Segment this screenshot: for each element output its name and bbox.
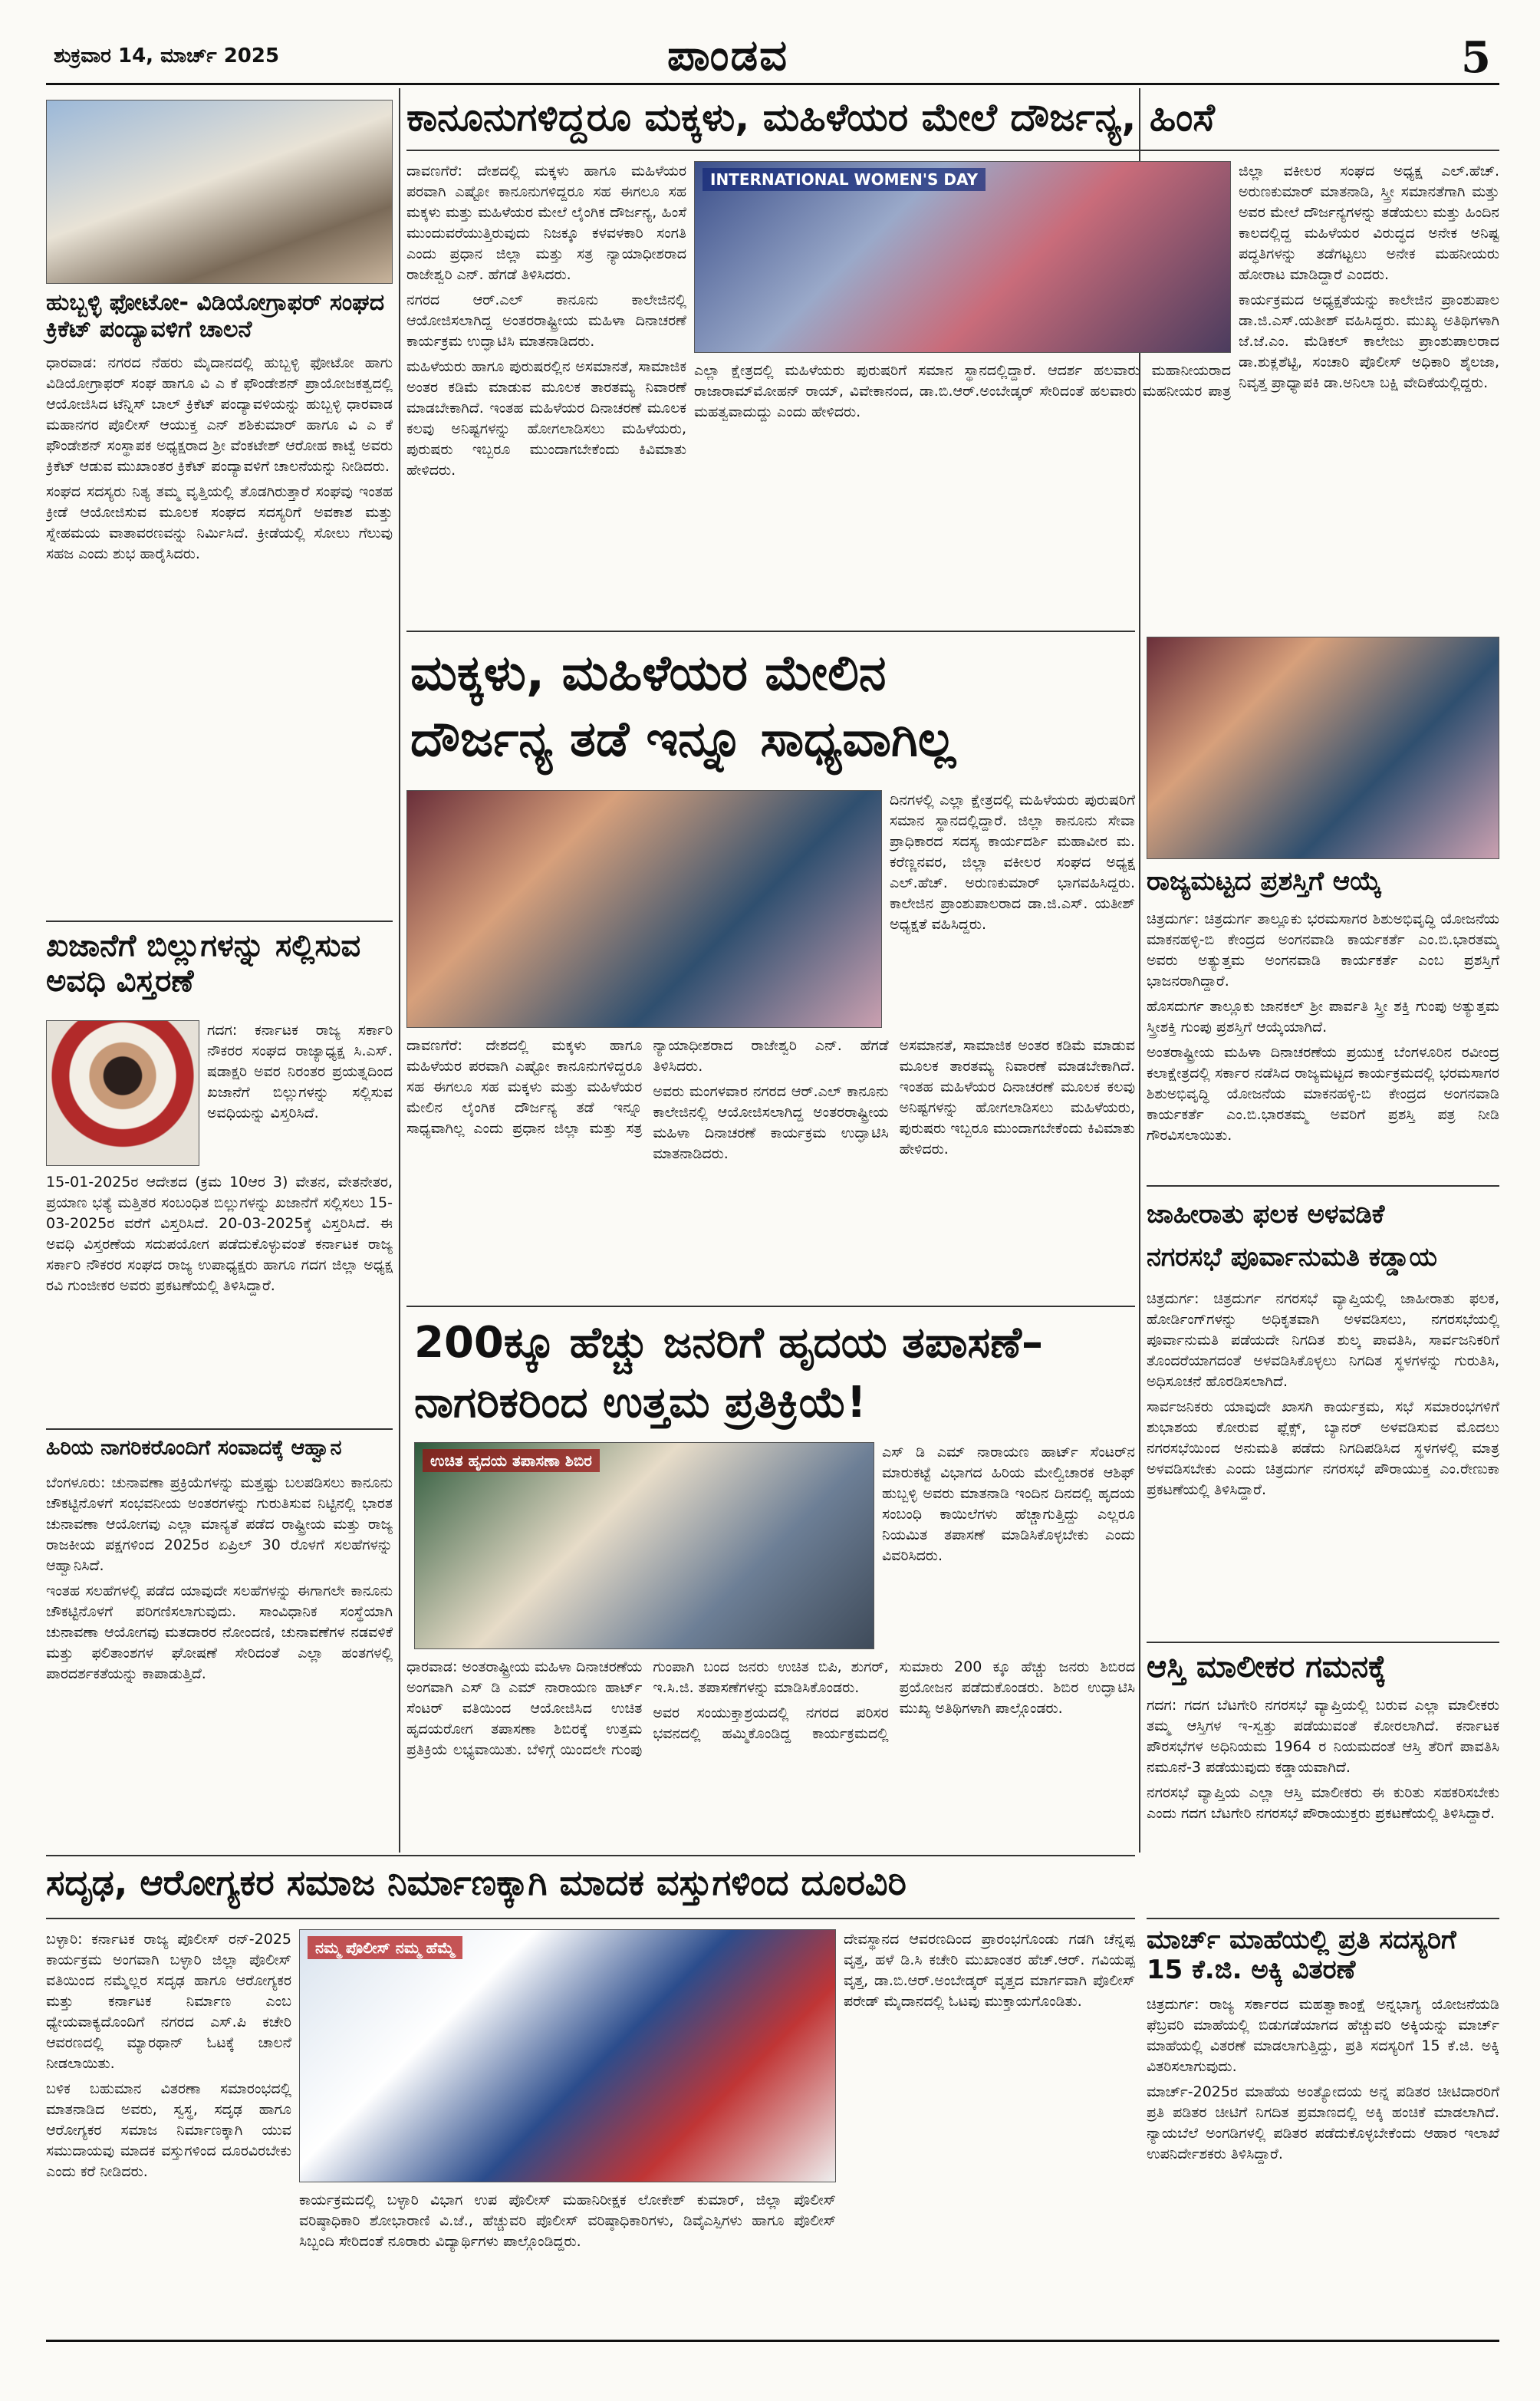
issue-date: ಶುಕ್ರವಾರ 14, ಮಾರ್ಚ್ 2025 xyxy=(54,44,280,68)
heart-camp-photo xyxy=(414,1442,874,1649)
masthead-rule xyxy=(46,83,1499,85)
violence-body-col2: ಎಲ್ಲಾ ಕ್ಷೇತ್ರದಲ್ಲಿ ಮಹಿಳೆಯರು ಪುರುಷರಿಗೆ ಸಮಾನ ಸ್ಥಾನದಲ್ಲಿದ್ದಾರೆ. ಆದರ್ಶ ಹಲವಾರು ಮಹಾನೀಯರಾದ ರಾಜಾರಾಮ್‌ಮೋಹನ್ ರಾಯ್, ವಿವೇಕಾನಂದ, ಡಾ.ಬಿ.ಆರ್.ಅಂಬೇಡ್ಕರ್ ಸೇರಿದಂತೆ ಹಲವಾರು ಮಹನೀಯರ ಪಾತ್ರ ಮಹತ್ವವಾದುದ್ದು ಎಂದು ಹೇಳಿದರು. xyxy=(694,362,1231,420)
section-rule xyxy=(46,1918,1135,1919)
section-rule xyxy=(46,921,393,922)
section-rule xyxy=(1147,1642,1499,1643)
rice-body: ಚಿತ್ರದುರ್ಗ: ರಾಜ್ಯ ಸರ್ಕಾರದ ಮಹತ್ವಾಕಾಂಕ್ಷೆ ಅನ್ನಭಾಗ್ಯ ಯೋಜನೆಯಡಿ ಫೆಬ್ರವರಿ ಮಾಹೆಯಲ್ಲಿ ಬಿಡುಗಡೆಯಾಗದ ಹೆಚ್ಚುವರಿ ಅಕ್ಕಿಯನ್ನು ಮಾರ್ಚ್ ಮಾಹೆಯಲ್ಲಿ ವಿತರಣೆ ಮಾಡಲಾಗುತ್ತಿದ್ದು, ಪ್ರತಿ ಸದಸ್ಯರಿಗೆ 15 ಕೆ.ಜಿ. ಅಕ್ಕಿ ವಿತರಿಸಲಾಗುವುದು. ಮಾರ್ಚ್-2025ರ ಮಾಹೆಯ ಅಂತ್ಯೋದಯ ಅನ್ನ ಪಡಿತರ ಚೀಟಿದಾರರಿಗೆ ಪ್ರತಿ ಪಡಿತರ ಚೀಟಿಗೆ ನಿಗದಿತ ಪ್ರಮಾಣದಲ್ಲಿ ಅಕ್ಕಿ ಹಂಚಿಕೆ ಮಾಡಲಾಗಿದೆ. ನ್ಯಾಯಬೆಲೆ ಅಂಗಡಿಗಳಲ್ಲಿ ಪಡಿತರ ಪಡೆದುಕೊಳ್ಳಬೇಕೆಂದು ಆಹಾರ ಇಲಾಖೆ ಉಪನಿರ್ದೇಶಕರು ತಿಳಿಸಿದ್ದಾರೆ. xyxy=(1147,1996,1499,2162)
atrocity-body: ದಾವಣಗೆರೆ: ದೇಶದಲ್ಲಿ ಮಕ್ಕಳು ಹಾಗೂ ಮಹಿಳೆಯರ ಪರವಾಗಿ ಎಷ್ಟೋ ಕಾನೂನುಗಳಿದ್ದರೂ ಸಹ ಈಗಲೂ ಸಹ ಮಕ್ಕಳು ಮತ್ತು ಮಹಿಳೆಯರ ಮೇಲಿನ ಲೈಂಗಿಕ ದೌರ್ಜನ್ಯ ತಡೆ ಇನ್ನೂ ಸಾಧ್ಯವಾಗಿಲ್ಲ ಎಂದು ಪ್ರಧಾನ ಜಿಲ್ಲಾ ಮತ್ತು ಸತ್ರ ನ್ಯಾಯಾಧೀಶರಾದ ರಾಜೇಶ್ವರಿ ಎನ್. ಹೆಗಡೆ ತಿಳಿಸಿದರು. ಅವರು ಮಂಗಳವಾರ ನಗರದ ಆರ್.ಎಲ್ ಕಾನೂನು ಕಾಲೇಜಿನಲ್ಲಿ ಆಯೋಜಿಸಲಾಗಿದ್ದ ಅಂತರರಾಷ್ಟ್ರೀಯ ಮಹಿಳಾ ದಿನಾಚರಣೆ ಕಾರ್ಯಕ್ರಮ ಉದ್ಘಾಟಿಸಿ ಮಾತನಾಡಿದರು. ಅಸಮಾನತೆ, ಸಾಮಾಜಿಕ ಅಂತರ ಕಡಿಮೆ ಮಾಡುವ ಮೂಲಕ ತಾರತಮ್ಯ ನಿವಾರಣೆ ಮಾಡಬೇಕಾಗಿದೆ. ಇಂತಹ ಮಹಿಳೆಯರ ದಿನಾಚರಣೆ ಮೂಲಕ ಕಲವು ಅನಿಷ್ಟಗಳನ್ನು ಹೋಗಲಾಡಿಸಲು ಮಹಿಳೆಯರು, ಪುರುಷರು ಇಬ್ಬರೂ ಮುಂದಾಗಬೇಕೆಂದು ಕಿವಿಮಾತು ಹೇಳಿದರು. xyxy=(406,1037,1135,1162)
footer-rule xyxy=(46,2340,1499,2342)
cricket-photo xyxy=(46,100,393,284)
drugs-body-col2: ಕಾರ್ಯಕ್ರಮದಲ್ಲಿ ಬಳ್ಳಾರಿ ವಿಭಾಗ ಉಪ ಪೊಲೀಸ್ ಮಹಾನಿರೀಕ್ಷಕ ಲೋಕೇಶ್ ಕುಮಾರ್, ಜಿಲ್ಲಾ ಪೊಲೀಸ್ ವರಿಷ್ಠಾಧಿಕಾರಿ ಶೋಭಾರಾಣಿ ವಿ.ಜೆ., ಹೆಚ್ಚುವರಿ ಪೊಲೀಸ್ ವರಿಷ್ಠಾಧಿಕಾರಿಗಳು, ಡಿವೈಎಸ್ಪಿಗಳು ಹಾಗೂ ಪೊಲೀಸ್ ಸಿಬ್ಬಂದಿ ಸೇರಿದಂತೆ ನೂರಾರು ವಿದ್ಯಾರ್ಥಿಗಳು ಪಾಲ್ಗೊಂಡಿದ್ದರು. xyxy=(299,2192,836,2250)
award-headline: ರಾಜ್ಯಮಟ್ಟದ ಪ್ರಶಸ್ತಿಗೆ ಆಯ್ಕೆ xyxy=(1147,866,1382,897)
section-rule xyxy=(1147,1918,1499,1919)
police-run-photo xyxy=(299,1929,836,2182)
drugs-headline: ಸದೃಢ, ಆರೋಗ್ಯಕರ ಸಮಾಜ ನಿರ್ಮಾಣಕ್ಕಾಗಿ ಮಾದಕ ವಸ್ತುಗಳಿಂದ ದೂರವಿರಿ xyxy=(46,1862,907,1903)
heart-headline-line1: 200ಕ್ಕೂ ಹೆಚ್ಚು ಜನರಿಗೆ ಹೃದಯ ತಪಾಸಣೆ– xyxy=(414,1318,1044,1368)
police-run-banner: ನಮ್ಮ ಪೊಲೀಸ್ ನಮ್ಮ ಹೆಮ್ಮೆ xyxy=(308,1936,462,1959)
section-rule xyxy=(46,1855,1135,1856)
womens-day-banner: INTERNATIONAL WOMEN'S DAY xyxy=(703,168,986,191)
ad-board-headline xyxy=(1147,1193,1499,1279)
ad-board-body: ಚಿತ್ರದುರ್ಗ: ಚಿತ್ರದುರ್ಗ ನಗರಸಭೆ ವ್ಯಾಪ್ತಿಯಲ್ಲಿ ಜಾಹೀರಾತು ಫಲಕ, ಹೋರ್ಡಿಂಗ್‌ಗಳನ್ನು ಅಧಿಕೃತವಾಗಿ ಅಳವಡಿಸಲು, ನಗರಸಭೆಯಲ್ಲಿ ಪೂರ್ವಾನುಮತಿ ಪಡೆಯದೇ ನಿಗದಿತ ಶುಲ್ಕ ಪಾವತಿಸಿ, ಸಾರ್ವಜನಿಕರಿಗೆ ತೊಂದರೆಯಾಗದಂತೆ ಅಳವಡಿಸಿಕೊಳ್ಳಲು ನಿಗದಿತ ಸ್ಥಳಗಳನ್ನು ಗುರುತಿಸಿ, ಅಧಿಸೂಚನೆ ಹೊರಡಿಸಲಾಗಿದೆ. ಸಾರ್ವಜನಿಕರು ಯಾವುದೇ ಖಾಸಗಿ ಕಾರ್ಯಕ್ರಮ, ಸಭೆ ಸಮಾರಂಭಗಳಿಗೆ ಶುಭಾಶಯ ಕೋರುವ ಫ್ಲೆಕ್ಸ್, ಬ್ಯಾನರ್ ಅಳವಡಿಸುವ ಮೊದಲು ನಗರಸಭೆಯಿಂದ ಅನುಮತಿ ಪಡೆದು ನಿಗದಿಪಡಿಸಿದ ಸ್ಥಳಗಳಲ್ಲಿ ಮಾತ್ರ ಅಳವಡಿಸಬೇಕು ಎಂದು ಚಿತ್ರದುರ್ಗ ನಗರಸಭೆ ಪೌರಾಯುಕ್ತ ಎಂ.ರೇಣುಕಾ ಪ್ರಕಟಣೆಯಲ್ಲಿ ತಿಳಿಸಿದ್ದಾರೆ. xyxy=(1147,1290,1499,1498)
section-rule xyxy=(406,1306,1135,1307)
cricket-body: ಧಾರವಾಡ: ನಗರದ ನೆಹರು ಮೈದಾನದಲ್ಲಿ ಹುಬ್ಬಳ್ಳಿ ಫೋಟೋ ಹಾಗು ವಿಡಿಯೋಗ್ರಾಫರ್ ಸಂಘ ಹಾಗೂ ವಿ ಎ ಕೆ ಫೌಂಡೇಶನ್ ಪ್ರಾಯೋಜಕತ್ವದಲ್ಲಿ ಆಯೋಜಿಸಿದ ಟೆನ್ನಿಸ್ ಬಾಲ್ ಕ್ರಿಕೆಟ್ ಪಂದ್ಯಾವಳಿಯನ್ನು ಹುಬ್ಬಳ್ಳಿ ಧಾರವಾಡ ಮಹಾನಗರ ಪೊಲೀಸ್ ಆಯುಕ್ತ ಎನ್ ಶಶಿಕುಮಾರ್ ಹಾಗೂ ವಿ ಎ ಕೆ ಫೌಂಡೇಶನ್ ಸಂಸ್ಥಾಪಕ ಅಧ್ಯಕ್ಷರಾದ ಶ್ರೀ ವೆಂಕಟೇಶ್ ಆರೋಹ ಕಾಟ್ವೆ ಅವರು ಕ್ರಿಕೆಟ್ ಆಡುವ ಮುಖಾಂತರ ಕ್ರಿಕೆಟ್ ಪಂದ್ಯಾವಳಿಗೆ ಚಾಲನೆಯನ್ನು ನೀಡಿದರು. ಸಂಘದ ಸದಸ್ಯರು ನಿತ್ಯ ತಮ್ಮ ವೃತ್ತಿಯಲ್ಲಿ ತೊಡಗಿರುತ್ತಾರೆ ಸಂಘವು ಇಂತಹ ಕ್ರೀಡೆ ಆಯೋಜಿಸುವ ಮೂಲಕ ಸಂಘದ ಸದಸ್ಯರಿಗೆ ಅವಕಾಶ ಮತ್ತು ಸ್ನೇಹಮಯ ವಾತಾವರಣವನ್ನು ನಿರ್ಮಿಸಿದೆ. ಕ್ರೀಡೆಯಲ್ಲಿ ಸೋಲು ಗೆಲುವು ಸಹಜ ಎಂದು ಶುಭ ಹಾರೈಸಿದರು. xyxy=(46,354,393,562)
page-number: 5 xyxy=(1461,32,1491,83)
violence-body-col1: ದಾವಣಗೆರೆ: ದೇಶದಲ್ಲಿ ಮಕ್ಕಳು ಹಾಗೂ ಮಹಿಳೆಯರ ಪರವಾಗಿ ಎಷ್ಟೋ ಕಾನೂನುಗಳಿದ್ದರೂ ಸಹ ಈಗಲೂ ಸಹ ಮಕ್ಕಳು ಮತ್ತು ಮಹಿಳೆಯರ ಮೇಲೆ ಲೈಂಗಿಕ ದೌರ್ಜನ್ಯ, ಹಿಂಸೆ ಮುಂದುವರೆಯುತ್ತಿರುವುದು ನಿಜಕ್ಕೂ ಕಳವಳಕಾರಿ ಸಂಗತಿ ಎಂದು ಪ್ರಧಾನ ಜಿಲ್ಲಾ ಮತ್ತು ಸತ್ರ ನ್ಯಾಯಾಧೀಶರಾದ ರಾಜೇಶ್ವರಿ ಎನ್. ಹೆಗಡೆ ತಿಳಿಸಿದರು. ನಗರದ ಆರ್.ಎಲ್ ಕಾನೂನು ಕಾಲೇಜಿನಲ್ಲಿ ಆಯೋಜಿಸಲಾಗಿದ್ದ ಅಂತರರಾಷ್ಟ್ರೀಯ ಮಹಿಳಾ ದಿನಾಚರಣೆ ಕಾರ್ಯಕ್ರಮ ಉದ್ಘಾಟಿಸಿ ಮಾತನಾಡಿದರು. ಮಹಿಳೆಯರು ಹಾಗೂ ಪುರುಷರಲ್ಲಿನ ಅಸಮಾನತೆ, ಸಾಮಾಜಿಕ ಅಂತರ ಕಡಿಮೆ ಮಾಡುವ ಮೂಲಕ ತಾರತಮ್ಯ ನಿವಾರಣೆ ಮಾಡಬೇಕಾಗಿದೆ. ಇಂತಹ ಮಹಿಳೆಯರ ದಿನಾಚರಣೆ ಮೂಲಕ ಕಲವು ಅನಿಷ್ಟಗಳನ್ನು ಹೋಗಲಾಡಿಸಲು ಮಹಿಳೆಯರು, ಪುರುಷರು ಇಬ್ಬರೂ ಮುಂದಾಗಬೇಕೆಂದು ಕಿವಿಮಾತು ಹೇಳಿದರು. xyxy=(406,163,686,479)
heart-headline xyxy=(414,1313,1135,1433)
bills-intro: ಗದಗ: ಕರ್ನಾಟಕ ರಾಜ್ಯ ಸರ್ಕಾರಿ ನೌಕರರ ಸಂಘದ ರಾಜ್ಯಾಧ್ಯಕ್ಷ ಸಿ.ಎಸ್. ಷಡಾಕ್ಷರಿ ಅವರ ನಿರಂತರ ಪ್ರಯತ್ನದಿಂದ ಖಜಾನೆಗೆ ಬಿಲ್ಲುಗಳನ್ನು ಸಲ್ಲಿಸುವ ಅವಧಿಯನ್ನು ವಿಸ್ತರಿಸಿದೆ. xyxy=(207,1022,393,1121)
property-headline: ಆಸ್ತಿ ಮಾಲೀಕರ ಗಮನಕ್ಕೆ xyxy=(1147,1649,1387,1685)
column-divider xyxy=(399,88,400,1853)
bills-headline: ಖಜಾನೆಗೆ ಬಿಲ್ಲುಗಳನ್ನು ಸಲ್ಲಿಸುವ ಅವಧಿ ವಿಸ್ತರಣೆ xyxy=(46,928,361,999)
citizens-headline: ಹಿರಿಯ ನಾಗರಿಕರೊಂದಿಗೆ ಸಂವಾದಕ್ಕೆ ಆಹ್ವಾನ xyxy=(46,1436,342,1460)
section-rule xyxy=(406,150,1499,151)
drugs-body-col3: ದೇವಸ್ಥಾನದ ಆವರಣದಿಂದ ಪ್ರಾರಂಭಗೊಂಡು ಗಡಗಿ ಚೆನ್ನಪ್ಪ ವೃತ್ತ, ಹಳೆ ಡಿ.ಸಿ ಕಚೇರಿ ಮುಖಾಂತರ ಹೆಚ್.ಆರ್. ಗವಿಯಪ್ಪ ವೃತ್ತ, ಡಾ.ಬಿ.ಆರ್.ಅಂಬೇಡ್ಕರ್ ವೃತ್ತದ ಮಾರ್ಗವಾಗಿ ಪೊಲೀಸ್ ಪರೇಡ್ ಮೈದಾನದಲ್ಲಿ ಓಟವು ಮುಕ್ತಾಯಗೊಂಡಿತು. xyxy=(844,1931,1135,2010)
violence-body-col3: ಜಿಲ್ಲಾ ವಕೀಲರ ಸಂಘದ ಅಧ್ಯಕ್ಷ ಎಲ್.ಹೆಚ್. ಅರುಣಕುಮಾರ್ ಮಾತನಾಡಿ, ಸ್ತ್ರೀ ಸಮಾನತೆಗಾಗಿ ಮತ್ತು ಅವರ ಮೇಲೆ ದೌರ್ಜನ್ಯಗಳನ್ನು ತಡೆಯಲು ಮತ್ತು ಹಿಂದಿನ ಕಾಲದಲ್ಲಿದ್ದ ಮಹಿಳೆಯರ ವಿರುದ್ಧದ ಅನೇಕ ಅನಿಷ್ಟ ಪದ್ಧತಿಗಳನ್ನು ತಡೆಗಟ್ಟಲು ಅನೇಕ ಮಹನೀಯರು ಹೋರಾಟ ಮಾಡಿದ್ದಾರೆ ಎಂದರು. ಕಾರ್ಯಕ್ರಮದ ಅಧ್ಯಕ್ಷತೆಯನ್ನು ಕಾಲೇಜಿನ ಪ್ರಾಂಶುಪಾಲ ಡಾ.ಜಿ.ಎಸ್.ಯತೀಶ್ ವಹಿಸಿದ್ದರು. ಮುಖ್ಯ ಅತಿಥಿಗಳಾಗಿ ಜೆ.ಜೆ.ಎಂ. ಮೆಡಿಕಲ್ ಕಾಲೇಜು ಪ್ರಾಂಶುಪಾಲರಾದ ಡಾ.ಶುಕ್ಲಶೆಟ್ಟಿ, ಸಂಚಾರಿ ಪೊಲೀಸ್ ಅಧಿಕಾರಿ ಶೈಲಜಾ, ನಿವೃತ್ತ ಪ್ರಾಧ್ಯಾಪಕಿ ಡಾ.ಅನಿಲಾ ಬಕ್ಷಿ ವೇದಿಕೆಯಲ್ಲಿದ್ದರು. xyxy=(1239,163,1499,391)
newspaper-name: ಪಾಂಡವ xyxy=(667,31,789,81)
section-rule xyxy=(406,631,1135,632)
award-photo xyxy=(1147,637,1499,859)
citizens-body: ಬೆಂಗಳೂರು: ಚುನಾವಣಾ ಪ್ರಕ್ರಿಯೆಗಳನ್ನು ಮತ್ತಷ್ಟು ಬಲಪಡಿಸಲು ಕಾನೂನು ಚೌಕಟ್ಟಿನೊಳಗೆ ಸಂಭವನೀಯ ಅಂತರಗಳನ್ನು ಗುರುತಿಸುವ ನಿಟ್ಟಿನಲ್ಲಿ ಭಾರತ ಚುನಾವಣಾ ಆಯೋಗವು ಎಲ್ಲಾ ಮಾನ್ಯತೆ ಪಡೆದ ರಾಷ್ಟ್ರೀಯ ಮತ್ತು ರಾಜ್ಯ ರಾಜಕೀಯ ಪಕ್ಷಗಳಿಂದ 2025ರ ಏಪ್ರಿಲ್ 30 ರೊಳಗೆ ಸಲಹೆಗಳನ್ನು ಆಹ್ವಾನಿಸಿದೆ. ಇಂತಹ ಸಲಹೆಗಳಲ್ಲಿ ಪಡೆದ ಯಾವುದೇ ಸಲಹೆಗಳನ್ನು ಈಗಾಗಲೇ ಕಾನೂನು ಚೌಕಟ್ಟಿನೊಳಗೆ ಪರಿಗಣಿಸಲಾಗುವುದು. ಸಾಂವಿಧಾನಿಕ ಸಂಸ್ಥೆಯಾಗಿ ಚುನಾವಣಾ ಆಯೋಗವು ಮತದಾರರ ನೋಂದಣಿ, ಚುನಾವಣೆಗಳ ನಡವಳಿಕೆ ಮತ್ತು ಫಲಿತಾಂಶಗಳ ಘೋಷಣೆ ಸೇರಿದಂತೆ ಎಲ್ಲಾ ಹಂತಗಳಲ್ಲಿ ಪಾರದರ್ಶಕತೆಯನ್ನು ಕಾಪಾಡುತ್ತಿದೆ. xyxy=(46,1474,393,1682)
ad-board-headline-line2: ನಗರಸಭೆ ಪೂರ್ವಾನುಮತಿ ಕಡ್ಡಾಯ xyxy=(1147,1242,1437,1273)
column-divider xyxy=(1139,88,1140,1853)
atrocity-headline-line1: ಮಕ್ಕಳು, ಮಹಿಳೆಯರ ಮೇಲಿನ xyxy=(410,645,887,702)
heart-body: ಧಾರವಾಡ: ಅಂತರಾಷ್ಟ್ರೀಯ ಮಹಿಳಾ ದಿನಾಚರಣೆಯ ಅಂಗವಾಗಿ ಎಸ್ ಡಿ ಎಮ್ ನಾರಾಯಣ ಹಾರ್ಟ್ ಸೆಂಟರ್ ವತಿಯಿಂದ ಆಯೋಜಿಸಿದ ಉಚಿತ ಹೃದಯರೋಗ ತಪಾಸಣಾ ಶಿಬಿರಕ್ಕೆ ಉತ್ತಮ ಪ್ರತಿಕ್ರಿಯೆ ಲಭ್ಯವಾಯಿತು. ಬೆಳಿಗ್ಗೆ ಯಿಂದಲೇ ಗುಂಪು ಗುಂಪಾಗಿ ಬಂದ ಜನರು ಉಚಿತ ಬಿಪಿ, ಶುಗರ್, ಇ.ಸಿ.ಜಿ. ತಪಾಸಣೆಗಳನ್ನು ಮಾಡಿಸಿಕೊಂಡರು. ಅವರ ಸಂಯುಕ್ತಾಶ್ರಯದಲ್ಲಿ ನಗರದ ಪರಿಸರ ಭವನದಲ್ಲಿ ಹಮ್ಮಿಕೊಂಡಿದ್ದ ಕಾರ್ಯಕ್ರಮದಲ್ಲಿ ಸುಮಾರು 200 ಕ್ಕೂ ಹೆಚ್ಚು ಜನರು ಶಿಬಿರದ ಪ್ರಯೋಜನ ಪಡೆದುಕೊಂಡರು. ಶಿಬಿರ ಉದ್ಘಾಟಿಸಿ ಮುಖ್ಯ ಅತಿಥಿಗಳಾಗಿ ಪಾಲ್ಗೊಂಡರು. xyxy=(406,1658,1135,1758)
womens-day-stage-photo xyxy=(694,161,1231,353)
heart-camp-banner: ಉಚಿತ ಹೃದಯ ತಪಾಸಣಾ ಶಿಬಿರ xyxy=(423,1449,600,1472)
rice-headline: ಮಾರ್ಚ್ ಮಾಹೆಯಲ್ಲಿ ಪ್ರತಿ ಸದಸ್ಯರಿಗೆ 15 ಕೆ.ಜಿ. ಅಕ್ಕಿ ವಿತರಣೆ xyxy=(1147,1925,1456,1986)
heart-headline-line2: ನಾಗರಿಕರಿಂದ ಉತ್ತಮ ಪ್ರತಿಕ್ರಿಯೆ! xyxy=(414,1378,867,1428)
official-portrait xyxy=(46,1020,199,1166)
property-body: ಗದಗ: ಗದಗ ಬೆಟಗೇರಿ ನಗರಸಭೆ ವ್ಯಾಪ್ತಿಯಲ್ಲಿ ಬರುವ ಎಲ್ಲಾ ಮಾಲೀಕರು ತಮ್ಮ ಆಸ್ತಿಗಳ ಇ-ಸ್ವತ್ತು ಪಡೆಯುವಂತೆ ಕೋರಲಾಗಿದೆ. ಕರ್ನಾಟಕ ಪೌರಸಭೆಗಳ ಅಧಿನಿಯಮ 1964 ರ ನಿಯಮದಂತೆ ಆಸ್ತಿ ತೆರಿಗೆ ಪಾವತಿಸಿ ನಮೂನೆ-3 ಪಡೆಯುವುದು ಕಡ್ಡಾಯವಾಗಿದೆ. ನಗರಸಭೆ ವ್ಯಾಪ್ತಿಯ ಎಲ್ಲಾ ಆಸ್ತಿ ಮಾಲೀಕರು ಈ ಕುರಿತು ಸಹಕರಿಸಬೇಕು ಎಂದು ಗದಗ ಬೆಟಗೇರಿ ನಗರಸಭೆ ಪೌರಾಯುಕ್ತರು ಪ್ರಕಟಣೆಯಲ್ಲಿ ತಿಳಿಸಿದ್ದಾರೆ. xyxy=(1147,1697,1499,1822)
atrocity-felicitation-photo xyxy=(406,790,882,1028)
ad-board-headline-line1: ಜಾಹೀರಾತು ಫಲಕ ಅಳವಡಿಕೆ xyxy=(1147,1199,1385,1230)
section-rule xyxy=(46,1428,393,1430)
drugs-body-col1: ಬಳ್ಳಾರಿ: ಕರ್ನಾಟಕ ರಾಜ್ಯ ಪೊಲೀಸ್ ರನ್-2025 ಕಾರ್ಯಕ್ರಮ ಅಂಗವಾಗಿ ಬಳ್ಳಾರಿ ಜಿಲ್ಲಾ ಪೊಲೀಸ್ ವತಿಯಿಂದ ನಮ್ಮೆಲ್ಲರ ಸದೃಢ ಹಾಗೂ ಆರೋಗ್ಯಕರ ಮತ್ತು ಕರ್ನಾಟಕ ನಿರ್ಮಾಣ ಎಂಬ ಧ್ಯೇಯವಾಕ್ಯದೊಂದಿಗೆ ನಗರದ ಎಸ್.ಪಿ ಕಚೇರಿ ಆವರಣದಲ್ಲಿ ಮ್ಯಾರಥಾನ್ ಓಟಕ್ಕೆ ಚಾಲನೆ ನೀಡಲಾಯಿತು. ಬಳಿಕ ಬಹುಮಾನ ವಿತರಣಾ ಸಮಾರಂಭದಲ್ಲಿ ಮಾತನಾಡಿದ ಅವರು, ಸ್ವಸ್ಥ, ಸದೃಢ ಹಾಗೂ ಆರೋಗ್ಯಕರ ಸಮಾಜ ನಿರ್ಮಾಣಕ್ಕಾಗಿ ಯುವ ಸಮುದಾಯವು ಮಾದಕ ವಸ್ತುಗಳಿಂದ ದೂರವಿರಬೇಕು ಎಂದು ಕರೆ ನೀಡಿದರು. xyxy=(46,1931,291,2180)
atrocity-headline xyxy=(410,641,1135,772)
cricket-headline: ಹುಬ್ಬಳ್ಳಿ ಫೋಟೋ- ವಿಡಿಯೋಗ್ರಾಫರ್ ಸಂಘದ ಕ್ರಿಕೆಟ್ ಪಂದ್ಯಾವಳಿಗೆ ಚಾಲನೆ xyxy=(46,289,385,343)
atrocity-headline-line2: ದೌರ್ಜನ್ಯ ತಡೆ ಇನ್ನೂ ಸಾಧ್ಯವಾಗಿಲ್ಲ xyxy=(410,711,956,768)
heart-body-side: ಎಸ್ ಡಿ ಎಮ್ ನಾರಾಯಣ ಹಾರ್ಟ್ ಸೆಂಟರ್‌ನ ಮಾರುಕಟ್ಟೆ ವಿಭಾಗದ ಹಿರಿಯ ಮೇಲ್ವಿಚಾರಕ ಆಶಿಫ್ ಹುಬ್ಬಳ್ಳಿ ಅವರು ಮಾತನಾಡಿ ಇಂದಿನ ದಿನದಲ್ಲಿ ಹೃದಯ ಸಂಬಂಧಿ ಕಾಯಿಲೆಗಳು ಹೆಚ್ಚಾಗುತ್ತಿದ್ದು ಎಲ್ಲರೂ ನಿಯಮಿತ ತಪಾಸಣೆ ಮಾಡಿಸಿಕೊಳ್ಳಬೇಕು ಎಂದು ವಿವರಿಸಿದರು. xyxy=(882,1444,1135,1564)
bills-body: 15-01-2025ರ ಆದೇಶದ (ಕ್ರಮ 10ಆರ 3) ವೇತನ, ವೇತನೇತರ, ಪ್ರಯಾಣ ಭತ್ಯೆ ಮತ್ತಿತರ ಸಂಬಂಧಿತ ಬಿಲ್ಲುಗಳನ್ನು ಖಜಾನೆಗೆ ಸಲ್ಲಿಸಲು 15-03-2025ರ ವರೆಗೆ ವಿಸ್ತರಿಸಿದೆ. 20-03-2025ಕ್ಕೆ ವಿಸ್ತರಿಸಿದೆ. ಈ ಅವಧಿ ವಿಸ್ತರಣೆಯ ಸದುಪಯೋಗ ಪಡೆದುಕೊಳ್ಳುವಂತೆ ಕರ್ನಾಟಕ ರಾಜ್ಯ ಸರ್ಕಾರಿ ನೌಕರರ ಸಂಘದ ರಾಜ್ಯ ಉಪಾಧ್ಯಕ್ಷರು ಹಾಗೂ ಗದಗ ಜಿಲ್ಲಾ ಅಧ್ಯಕ್ಷ ರವಿ ಗುಂಜೀಕರ ಅವರು ಪ್ರಕಟಣೆಯಲ್ಲಿ ತಿಳಿಸಿದ್ದಾರೆ. xyxy=(46,1174,393,1294)
section-rule xyxy=(1147,1185,1499,1187)
atrocity-body-side: ದಿನಗಳಲ್ಲಿ ಎಲ್ಲಾ ಕ್ಷೇತ್ರದಲ್ಲಿ ಮಹಿಳೆಯರು ಪುರುಷರಿಗೆ ಸಮಾನ ಸ್ಥಾನದಲ್ಲಿದ್ದಾರೆ. ಜಿಲ್ಲಾ ಕಾನೂನು ಸೇವಾ ಪ್ರಾಧಿಕಾರದ ಸದಸ್ಯ ಕಾರ್ಯದರ್ಶಿ ಮಹಾವೀರ ಮ. ಕರೆಣ್ಣನವರ, ಜಿಲ್ಲಾ ವಕೀಲರ ಸಂಘದ ಅಧ್ಯಕ್ಷ ಎಲ್.ಹೆಚ್. ಅರುಣಕುಮಾರ್ ಭಾಗವಹಿಸಿದ್ದರು. ಕಾಲೇಜಿನ ಪ್ರಾಂಶುಪಾಲರಾದ ಡಾ.ಜಿ.ಎಸ್. ಯತೀಶ್ ಅಧ್ಯಕ್ಷತೆ ವಹಿಸಿದ್ದರು. xyxy=(890,792,1135,933)
violence-headline: ಕಾನೂನುಗಳಿದ್ದರೂ ಮಕ್ಕಳು, ಮಹಿಳೆಯರ ಮೇಲೆ ದೌರ್ಜನ್ಯ, ಹಿಂಸೆ xyxy=(406,95,1215,140)
award-body: ಚಿತ್ರದುರ್ಗ: ಚಿತ್ರದುರ್ಗ ತಾಲ್ಲೂಕು ಭರಮಸಾಗರ ಶಿಶುಅಭಿವೃದ್ಧಿ ಯೋಜನೆಯ ಮಾಕನಹಳ್ಳಿ-ಬಿ ಕೇಂದ್ರದ ಅಂಗನವಾಡಿ ಕಾರ್ಯಕರ್ತೆ ಎಂ.ಬಿ.ಭಾರತಮ್ಮ ಅವರು ಅತ್ಯುತ್ತಮ ಅಂಗನವಾಡಿ ಕಾರ್ಯಕರ್ತೆ ಎಂಬ ಪ್ರಶಸ್ತಿಗೆ ಭಾಜನರಾಗಿದ್ದಾರೆ. ಹೊಸದುರ್ಗ ತಾಲ್ಲೂಕು ಜಾನಕಲ್ ಶ್ರೀ ಪಾರ್ವತಿ ಸ್ತ್ರೀ ಶಕ್ತಿ ಗುಂಪು ಅತ್ಯುತ್ತಮ ಸ್ತ್ರೀಶಕ್ತಿ ಗುಂಪು ಪ್ರಶಸ್ತಿಗೆ ಆಯ್ಕೆಯಾಗಿದೆ. ಅಂತರಾಷ್ಟ್ರೀಯ ಮಹಿಳಾ ದಿನಾಚರಣೆಯ ಪ್ರಯುಕ್ತ ಬೆಂಗಳೂರಿನ ರವೀಂದ್ರ ಕಲಾಕ್ಷೇತ್ರದಲ್ಲಿ ಸರ್ಕಾರ ನಡೆಸಿದ ರಾಜ್ಯಮಟ್ಟದ ಕಾರ್ಯಕ್ರಮದಲ್ಲಿ ಭರಮಸಾಗರ ಶಿಶುಅಭಿವೃದ್ಧಿ ಯೋಜನೆಯ ಮಾಕನಹಳ್ಳಿ-ಬಿ ಕೇಂದ್ರದ ಅಂಗನವಾಡಿ ಕಾರ್ಯಕರ್ತೆ ಎಂ.ಬಿ.ಭಾರತಮ್ಮ ಅವರಿಗೆ ಪ್ರಶಸ್ತಿ ಪತ್ರ ನೀಡಿ ಗೌರವಿಸಲಾಯಿತು. xyxy=(1147,911,1499,1144)
